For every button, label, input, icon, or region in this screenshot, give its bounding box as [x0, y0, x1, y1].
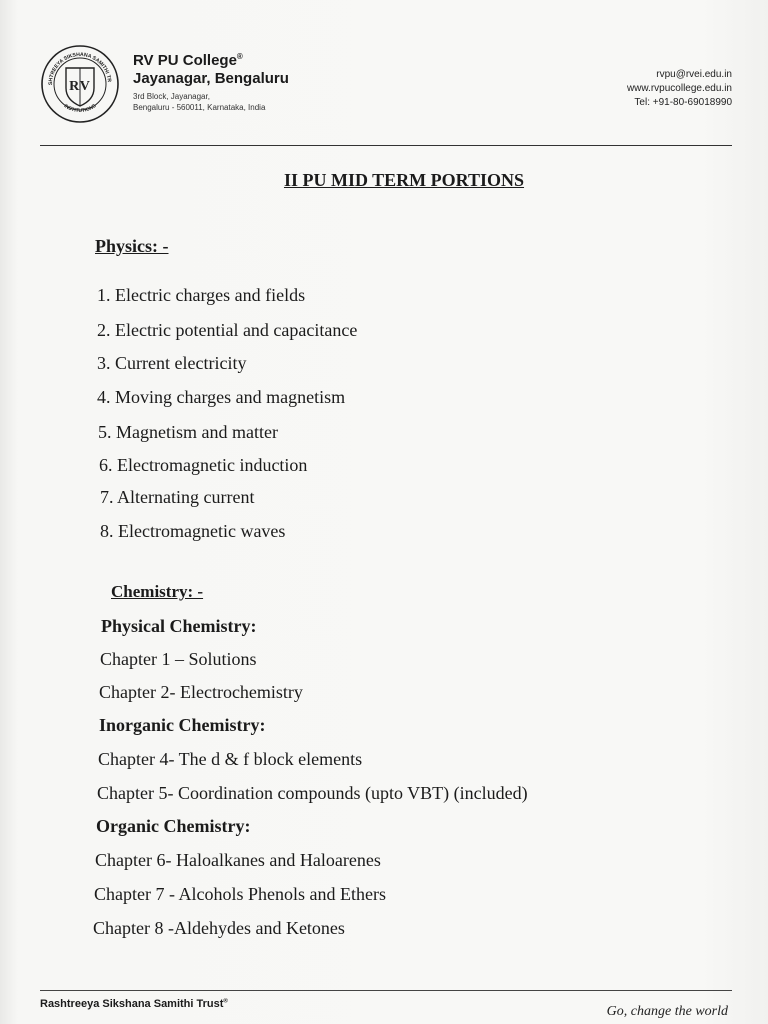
address-line-1: 3rd Block, Jayanagar, — [133, 92, 210, 101]
logo-letters: RV — [69, 79, 91, 94]
college-info — [133, 52, 289, 113]
physics-item: 5. Magnetism and matter — [98, 422, 278, 442]
chemistry-item: Chapter 1 – Solutions — [100, 649, 257, 669]
college-logo-icon — [40, 44, 120, 124]
logo-ring-top-text: SHTREEYA SIKSHANA SAMITHI TR — [47, 51, 112, 86]
physics-item: 8. Electromagnetic waves — [100, 521, 286, 541]
footer-tagline: Go, change the world — [606, 1004, 728, 1019]
chemistry-item: Chapter 7 - Alcohols Phenols and Ethers — [94, 884, 386, 904]
college-address — [133, 91, 289, 113]
header-divider — [40, 145, 732, 146]
address-line-2: Bengaluru - 560011, Karnataka, India — [133, 103, 266, 112]
physics-item: 4. Moving charges and magnetism — [97, 387, 346, 407]
college-city: Jayanagar, Bengaluru — [133, 70, 289, 87]
chemistry-item: Chapter 8 -Aldehydes and Ketones — [93, 918, 345, 938]
chemistry-item: Chapter 4- The d & f block elements — [98, 749, 363, 769]
physics-item: 7. Alternating current — [100, 487, 255, 507]
email-text: rvpu@rvei.edu.in — [656, 69, 732, 80]
registered-mark: ® — [236, 52, 243, 61]
physical-chemistry-heading: Physical Chemistry: — [101, 616, 257, 636]
chemistry-item: Chapter 5- Coordination compounds (upto VBT) (included) — [97, 783, 528, 803]
footer-divider — [40, 990, 732, 991]
physics-item: 2. Electric potential and capacitance — [97, 320, 358, 340]
physics-heading: Physics: - — [95, 236, 169, 256]
footer-trust-name: Rashtreeya Sikshana Samithi Trust® — [40, 998, 228, 1010]
organic-chemistry-heading: Organic Chemistry: — [96, 816, 251, 836]
chemistry-heading: Chemistry: - — [111, 582, 204, 601]
physics-item: 6. Electromagnetic induction — [99, 455, 308, 475]
physics-item: 3. Current electricity — [97, 353, 247, 373]
chemistry-item: Chapter 6- Haloalkanes and Haloarenes — [95, 850, 381, 870]
contact-info — [627, 68, 732, 110]
website-text: www.rvpucollege.edu.in — [626, 83, 732, 94]
phone-text: Tel: +91-80-69018990 — [634, 97, 732, 108]
footer-registered-mark: ® — [223, 998, 228, 1005]
college-name: RV PU College® — [133, 52, 243, 69]
physics-item: 1. Electric charges and fields — [97, 285, 306, 305]
logo-ring-bottom-text: INSTITUTIONS — [62, 103, 98, 115]
inorganic-chemistry-heading: Inorganic Chemistry: — [99, 715, 266, 735]
page-title: II PU MID TERM PORTIONS — [283, 170, 525, 190]
chemistry-item: Chapter 2- Electrochemistry — [99, 682, 303, 702]
